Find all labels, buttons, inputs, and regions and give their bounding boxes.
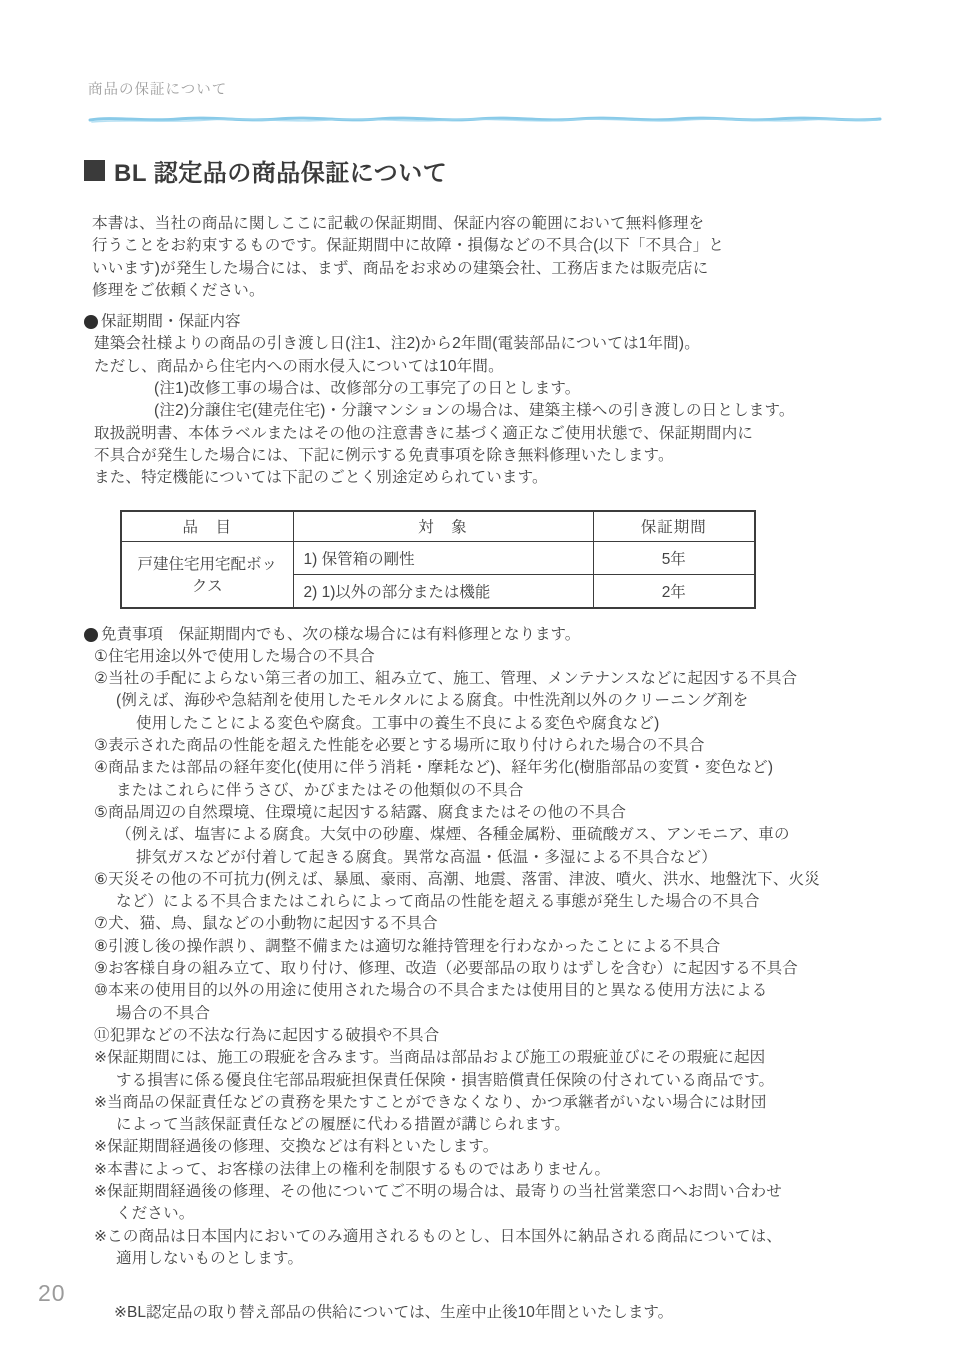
text-line: 排気ガスなどが付着して起きる腐食。異常な高温・低温・多湿による不具合など） — [136, 848, 717, 866]
text-line: ⑦犬、猫、鳥、鼠などの小動物に起因する不具合 — [94, 915, 438, 933]
warranty-section-heading — [84, 311, 882, 333]
exemption-heading-text: 免責事項 保証期間内でも、次の様な場合には有料修理となります。 — [101, 625, 581, 643]
text-line: ※保証期間経過後の修理、その他についてご不明の場合は、最寄りの当社営業窓口へお問い合わせ — [94, 1182, 782, 1200]
text-line: ※保証期間経過後の修理、交換などは有料といたします。 — [94, 1138, 499, 1156]
text-line: ⑥天災その他の不可抗力(例えば、暴風、豪雨、高潮、地震、落雷、津波、噴火、洪水、地盤沈下、火災 — [94, 870, 820, 888]
text-line: ⑩本来の使用目的以外の用途に使用された場合の不具合または使用目的と異なる使用方法による — [94, 982, 768, 1000]
text-line: など）による不具合またはこれらによって商品の性能を超える事態が発生した場合の不具合 — [116, 893, 760, 911]
exemption-section-body — [94, 646, 882, 1270]
table-row — [121, 542, 755, 575]
text-line: ⑧引渡し後の操作誤り、調整不備または適切な維持管理を行わなかったことによる不具合 — [94, 937, 721, 955]
text-line: またはこれらに伴うさび、かびまたはその他類似の不具合 — [116, 781, 524, 799]
text-line: 取扱説明書、本体ラベルまたはその他の注意書きに基づく適正なご使用状態で、保証期間内に — [94, 424, 754, 442]
text-line: 適用しないものとします。 — [116, 1249, 304, 1267]
table-cell-target: 2) 1)以外の部分または機能 — [293, 575, 593, 608]
exemption-section — [84, 624, 882, 1271]
table-cell-period: 5年 — [593, 542, 755, 575]
text-line: ⑤商品周辺の自然環境、住環境に起因する結露、腐食またはその他の不具合 — [94, 803, 627, 821]
table-cell-target: 1) 保管箱の剛性 — [293, 542, 593, 575]
text-line: ※本書によって、お客様の法律上の権利を制限するものではありません。 — [94, 1160, 611, 1178]
text-line: する損害に係る優良住宅部品瑕疵担保責任保険・損害賠償責任保険の付されている商品です。 — [116, 1071, 775, 1089]
intro-line: 行うことをお約束するものです。保証期間中に故障・損傷などの不具合(以下「不具合」と — [92, 237, 725, 255]
text-line: (例えば、海砂や急結剤を使用したモルタルによる腐食。中性洗剤以外のクリーニング剤を — [116, 692, 749, 710]
bullet-circle-icon — [84, 315, 98, 329]
text-line: ※保証期間には、施工の瑕疵を含みます。当商品は部品および施工の瑕疵並びにその瑕疵に起因 — [94, 1049, 766, 1067]
text-line: （例えば、塩害による腐食。大気中の砂塵、煤煙、各種金属粉、亜硫酸ガス、アンモニア、車の — [116, 826, 790, 844]
text-line: ただし、商品から住宅内への雨水侵入については10年間。 — [94, 357, 504, 375]
text-line: ※この商品は日本国内においてのみ適用されるものとし、日本国外に納品される商品については、 — [94, 1227, 782, 1245]
table-header-period: 保証期間 — [593, 511, 755, 542]
warranty-section-body — [94, 333, 882, 489]
text-line: ※当商品の保証責任などの責務を果たすことができなくなり、かつ承継者がいない場合には財団 — [94, 1093, 767, 1111]
bullet-circle-icon — [84, 628, 98, 642]
warranty-heading-text: 保証期間・保証内容 — [101, 313, 241, 331]
intro-line: 本書は、当社の商品に関しここに記載の保証期間、保証内容の範囲において無料修理を — [92, 215, 705, 232]
text-line: ②当社の手配によらない第三者の加工、組み立て、施工、管理、メンテナンスなどに起因する不具合 — [94, 670, 798, 688]
text-line: ⑪犯罪などの不法な行為に起因する破損や不具合 — [94, 1026, 440, 1044]
running-head: 商品の保証について — [88, 82, 228, 98]
title-square-icon — [84, 160, 105, 181]
text-line: (注1)改修工事の場合は、改修部分の工事完了の日とします。 — [154, 380, 581, 398]
intro-line: 修理をご依頼ください。 — [92, 281, 265, 299]
intro-line: いいます)が発生した場合には、まず、商品をお求めの建築会社、工務店または販売店に — [92, 259, 709, 277]
text-line: ①住宅用途以外で使用した場合の不具合 — [94, 647, 375, 665]
page-title-text: BL 認定品の商品保証について — [114, 160, 448, 187]
text-line: ③表示された商品の性能を超えた性能を必要とする場所に取り付けられた場合の不具合 — [94, 737, 705, 755]
warranty-table — [120, 510, 756, 609]
warranty-period-section — [84, 311, 882, 489]
table-header-item: 品 目 — [121, 511, 293, 542]
page-number: 20 — [38, 1280, 66, 1306]
intro-paragraph — [92, 213, 882, 302]
text-line: 不具合が発生した場合には、下記に例示する免責事項を除き無料修理いたします。 — [94, 446, 674, 464]
table-header-target: 対 象 — [293, 511, 593, 542]
exemption-section-heading — [84, 624, 882, 646]
decorative-wave-rule — [88, 111, 882, 127]
text-line: ⑨お客様自身の組み立て、取り付け、修理、改造（必要部品の取りはずしを含む）に起因する不具合 — [94, 960, 798, 978]
text-line: また、特定機能については下記のごとく別途定められています。 — [94, 469, 548, 487]
table-header-row — [121, 511, 755, 542]
text-line: によって当該保証責任などの履歴に代わる措置が講じられます。 — [116, 1116, 571, 1134]
text-line: (注2)分譲住宅(建売住宅)・分譲マンションの場合は、建築主様への引き渡しの日とします。 — [154, 402, 795, 420]
table-cell-item: 戸建住宅用宅配ボックス — [121, 542, 293, 608]
text-line: ください。 — [116, 1205, 195, 1223]
page-title — [84, 153, 882, 188]
text-line: 場合の不具合 — [116, 1004, 211, 1022]
text-line: 使用したことによる変色や腐食。工事中の養生不良による変色や腐食など) — [136, 714, 660, 732]
table-cell-period: 2年 — [593, 575, 755, 608]
text-line: 建築会社様よりの商品の引き渡し日(注1、注2)から2年間(電装部品については1年間)。 — [94, 335, 700, 353]
text-line: ④商品または部品の経年変化(使用に伴う消耗・摩耗など)、経年劣化(樹脂部品の変質・変色など) — [94, 759, 774, 777]
bl-replacement-parts-note: ※BL認定品の取り替え部品の供給については、生産中止後10年間といたします。 — [114, 1304, 674, 1322]
wave-icon — [88, 111, 882, 127]
